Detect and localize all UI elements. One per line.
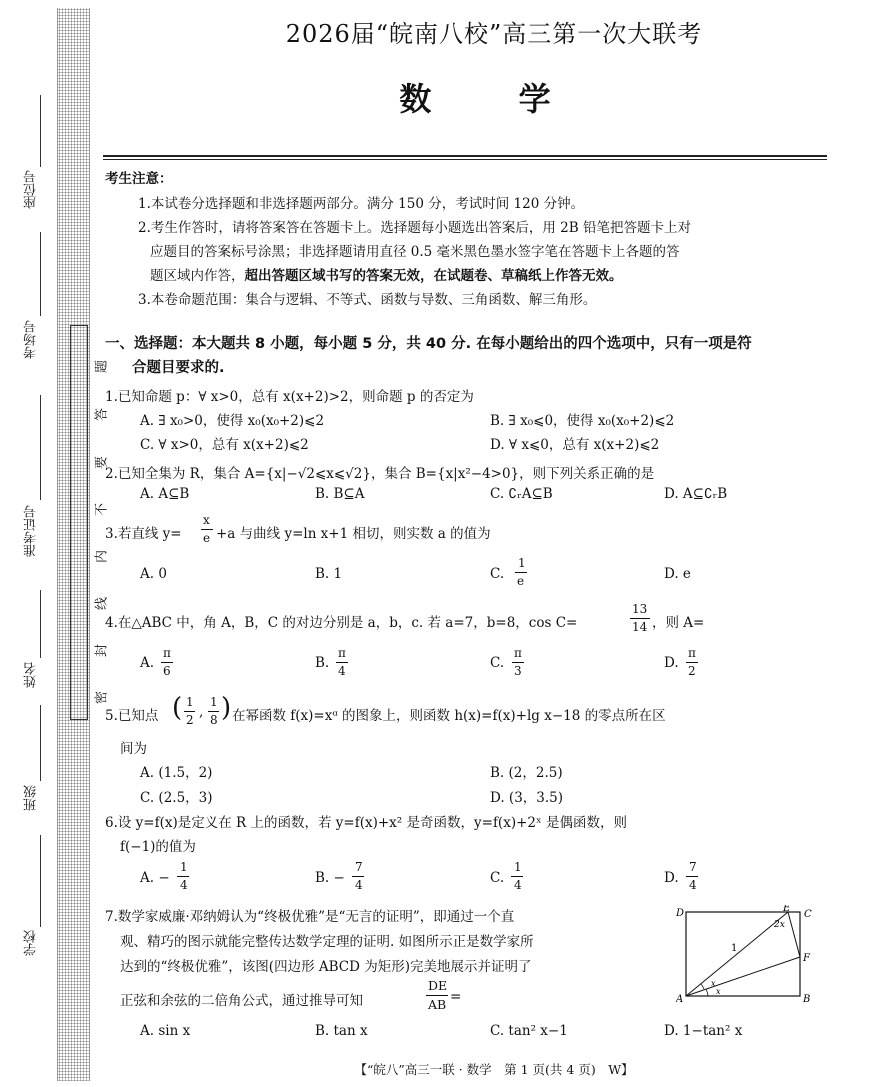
label-c: C <box>804 909 812 920</box>
q3-stem-cont: +a 与曲线 y=ln x+1 相切，则实数 a 的值为 <box>216 526 491 542</box>
label-e: E <box>783 905 791 914</box>
label-x2: x <box>716 987 721 996</box>
q4-option-d: D. <box>664 655 679 671</box>
segment-af <box>686 957 800 996</box>
q3-option-a: A. 0 <box>140 566 167 582</box>
q4-c-num: π <box>514 646 522 660</box>
q4-stem-cont: ，则 A= <box>652 615 705 631</box>
q3-c-den: e <box>517 574 525 588</box>
q5-stem: 5.已知点 <box>105 708 159 724</box>
q4-a-num: π <box>163 646 171 660</box>
notice-line: 1.本试卷分选择题和非选择题两部分。满分 150 分，考试时间 120 分钟。 <box>138 196 585 212</box>
seal-char: 答 <box>94 408 110 422</box>
label-x1: x <box>711 979 716 988</box>
q6-stem-cont: f(−1)的值为 <box>120 839 196 855</box>
notice-heading: 考生注意： <box>105 171 173 187</box>
q1-option-b: B. ∃ x₀⩽0，使得 x₀(x₀+2)⩽2 <box>490 413 675 429</box>
header-rule <box>103 155 827 157</box>
q6-d-den: 4 <box>689 878 697 892</box>
q6-a-bar <box>177 876 189 877</box>
q5-p2-den: 8 <box>210 713 218 727</box>
notice-line: 2.考生作答时，请将答案答在答题卡上。选择题每小题选出答案后，用 2B 铅笔把答题卡上对 <box>138 220 691 236</box>
page-footer: 【“皖八”高三一联 · 数学 第 1 页(共 4 页) W】 <box>354 1062 634 1077</box>
angle-arc <box>706 989 708 996</box>
q4-b-bar <box>336 662 348 663</box>
label-d: D <box>676 908 685 919</box>
admission-number-label: 准考证号 <box>24 505 39 557</box>
q4-frac-bar <box>630 618 650 619</box>
seal-line-box <box>70 325 88 720</box>
q7-stem-cont: 正弦和余弦的二倍角公式，通过推导可知 <box>120 993 363 1009</box>
q6-d-num: 7 <box>689 860 697 874</box>
q5-option-a: A. (1.5，2) <box>140 765 213 781</box>
name-line <box>40 590 41 658</box>
name-label: 姓名 <box>24 662 39 688</box>
school-label: 学校 <box>24 930 39 956</box>
q5-comma: , <box>199 704 204 720</box>
subject-title: 数 学 <box>399 80 589 118</box>
q7-stem-cont: 观、精巧的图示就能完整传达数学定理的证明. 如图所示正是数学家所 <box>120 934 534 950</box>
q3-c-num: 1 <box>518 556 526 570</box>
exam-room-line <box>40 232 41 316</box>
q4-b-num: π <box>338 646 346 660</box>
seat-number-label: 座位号 <box>24 170 39 209</box>
q5-p1-num: 1 <box>186 695 194 709</box>
q7-stem: 7.数学家威廉·邓纳姆认为“终极优雅”是“无言的证明”，即通过一个直 <box>105 909 515 925</box>
seal-char: 密 <box>94 691 110 705</box>
q1-stem: 1.已知命题 p：∀ x>0，总有 x(x+2)>2，则命题 p 的否定为 <box>105 389 474 405</box>
q4-d-bar <box>686 662 698 663</box>
q3-frac-den: e <box>203 531 211 545</box>
q5-p2-num: 1 <box>210 695 218 709</box>
q6-stem: 6.设 y=f(x)是定义在 R 上的函数，若 y=f(x)+x² 是奇函数，y=f(x)+2ˣ 是偶函数，则 <box>105 815 627 831</box>
q2-stem: 2.已知全集为 R，集合 A={x|−√2⩽x⩽√2}，集合 B={x|x²−4>0}，则下列关系正确的是 <box>105 466 655 482</box>
notice-line: 题区域内作答，超出答题区域书写的答案无效，在试题卷、草稿纸上作答无效。 <box>150 268 623 284</box>
q4-a-bar <box>161 662 173 663</box>
q2-option-d: D. A⊆∁ᵣB <box>664 486 728 502</box>
label-one: 1 <box>731 943 738 954</box>
label-a: A <box>676 994 684 1005</box>
q6-option-a: A. − <box>140 870 170 886</box>
q4-option-b: B. <box>315 655 330 671</box>
q1-option-d: D. ∀ x⩽0，总有 x(x+2)⩽2 <box>490 437 660 453</box>
q7-frac-bar <box>426 995 448 996</box>
q4-frac-den: 14 <box>632 620 648 634</box>
label-f: F <box>803 953 810 964</box>
notice-line: 应题目的答案标号涂黑；非选择题请用直径 0.5 毫米黑色墨水签字笔在答题卡上各题的答 <box>150 244 680 260</box>
angle-arc <box>701 984 704 989</box>
q5-option-c: C. (2.5，3) <box>140 790 213 806</box>
notice-line: 3.本卷命题范围：集合与逻辑、不等式、函数与导数、三角函数、解三角形。 <box>138 292 597 308</box>
q7-option-a: A. sin x <box>140 1023 191 1039</box>
q3-option-c: C. <box>490 566 505 582</box>
q4-c-den: 3 <box>514 664 522 678</box>
class-label: 班级 <box>24 785 39 811</box>
q1-option-a: A. ∃ x₀>0，使得 x₀(x₀+2)⩽2 <box>140 413 325 429</box>
q2-option-c: C. ∁ᵣA⊆B <box>490 486 553 502</box>
q3-frac-num: x <box>203 513 210 527</box>
q4-option-c: C. <box>490 655 505 671</box>
q5-paren-open: ( <box>172 693 183 723</box>
q7-frac-num: DE <box>428 978 448 993</box>
q1-option-c: C. ∀ x>0，总有 x(x+2)⩽2 <box>140 437 309 453</box>
label-2x: 2x <box>774 920 785 930</box>
class-line <box>40 705 41 781</box>
label-b: B <box>803 994 811 1005</box>
q7-stem-cont: 达到的“终极优雅”，该图(四边形 ABCD 为矩形)完美地展示并证明了 <box>120 959 532 975</box>
q6-b-bar <box>352 876 364 877</box>
q4-stem: 4.在△ABC 中，角 A，B，C 的对边分别是 a，b，c. 若 a=7，b=8，cos C= <box>105 615 578 631</box>
seal-char: 线 <box>94 597 110 611</box>
seal-char: 不 <box>94 503 110 517</box>
q6-a-num: 1 <box>180 860 188 874</box>
q4-c-bar <box>512 662 524 663</box>
school-line <box>40 835 41 927</box>
q7-option-c: C. tan² x−1 <box>490 1023 568 1039</box>
q3-stem: 3.若直线 y= <box>105 526 182 542</box>
seal-char: 内 <box>94 550 110 564</box>
admission-number-line <box>40 395 41 500</box>
q6-b-den: 4 <box>355 878 363 892</box>
q5-p1-bar <box>184 711 195 712</box>
q5-option-b: B. (2，2.5) <box>490 765 563 781</box>
q6-c-den: 4 <box>514 878 522 892</box>
q5-stem-end: 间为 <box>120 741 147 757</box>
q4-b-den: 4 <box>338 664 346 678</box>
q7-option-d: D. 1−tan² x <box>664 1023 743 1039</box>
q3-c-bar <box>515 572 527 573</box>
seal-char: 要 <box>94 456 110 470</box>
section-heading: 一、选择题：本大题共 8 小题，每小题 5 分，共 40 分. 在每小题给出的四个选项中，只有一项是符 <box>105 336 752 352</box>
segment-ae <box>686 912 788 996</box>
q7-frac-den: AB <box>428 997 447 1012</box>
q4-a-den: 6 <box>163 664 171 678</box>
q6-b-num: 7 <box>355 860 363 874</box>
q5-stem-cont: 在幂函数 f(x)=xᵅ 的图象上，则函数 h(x)=f(x)+lg x−18 的零点所在区 <box>232 708 666 724</box>
q6-option-d: D. <box>664 870 679 886</box>
q3-option-d: D. e <box>664 566 691 582</box>
exam-title: 2026届“皖南八校”高三第一次大联考 <box>285 20 703 48</box>
q4-frac-num: 13 <box>632 602 648 616</box>
q5-p2-bar <box>208 711 219 712</box>
q7-rectangle-figure <box>676 905 824 1005</box>
seal-char: 题 <box>94 360 110 374</box>
seal-char: 封 <box>94 644 110 658</box>
q5-p1-den: 2 <box>186 713 194 727</box>
q4-d-den: 2 <box>688 664 696 678</box>
q6-option-c: C. <box>490 870 505 886</box>
q6-option-b: B. − <box>315 870 345 886</box>
q6-c-bar <box>511 876 523 877</box>
segment-ef <box>788 912 800 957</box>
q5-option-d: D. (3，3.5) <box>490 790 564 806</box>
q3-option-b: B. 1 <box>315 566 343 582</box>
q7-equals: = <box>450 989 462 1005</box>
q6-d-bar <box>686 876 698 877</box>
q7-option-b: B. tan x <box>315 1023 368 1039</box>
q6-c-num: 1 <box>514 860 522 874</box>
seat-number-line <box>40 95 41 167</box>
q5-paren-close: ) <box>221 693 232 723</box>
section-heading-cont: 合题目要求的. <box>132 360 225 376</box>
header-rule-thin <box>103 159 827 160</box>
q6-a-den: 4 <box>180 878 188 892</box>
q2-option-a: A. A⊆B <box>140 486 190 502</box>
q4-option-a: A. <box>140 655 155 671</box>
q2-option-b: B. B⊆A <box>315 486 365 502</box>
q4-d-num: π <box>688 646 696 660</box>
exam-room-label: 考场号 <box>24 320 39 359</box>
q3-frac-bar <box>201 529 213 530</box>
